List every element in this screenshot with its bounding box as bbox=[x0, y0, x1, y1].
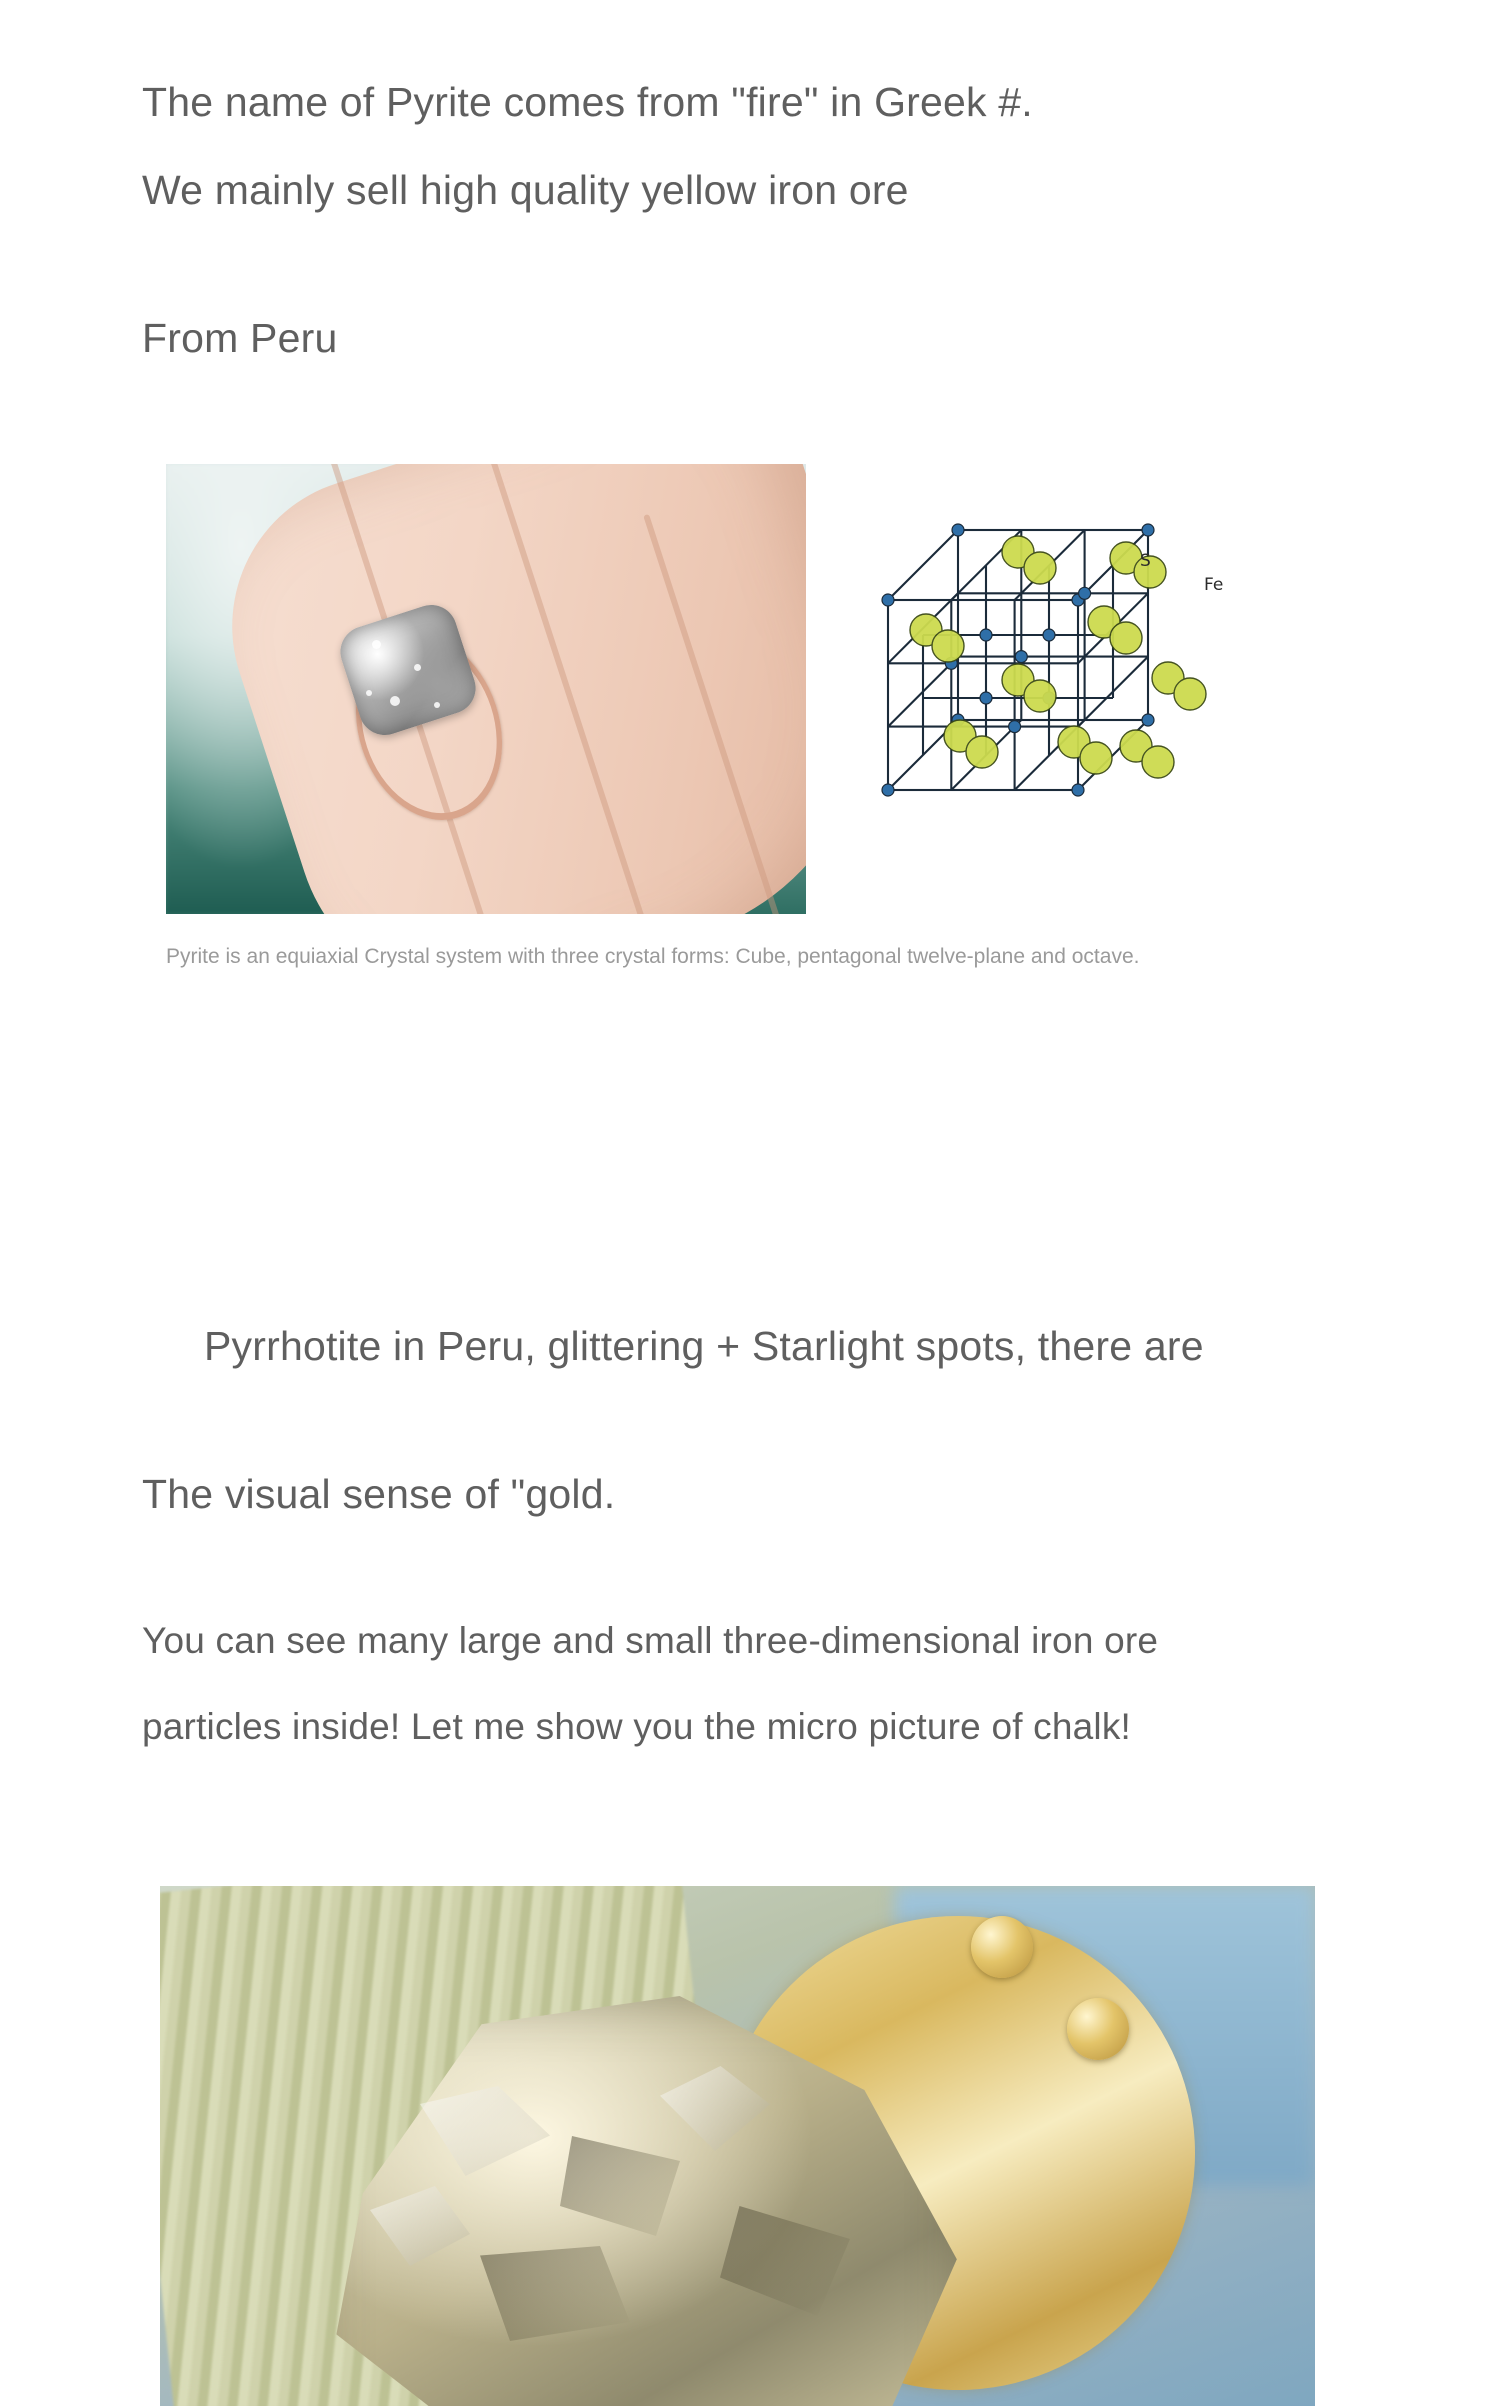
section2-line-2: The visual sense of "gold. bbox=[142, 1471, 616, 1517]
section2-line-3: You can see many large and small three-dimensional iron ore bbox=[142, 1620, 1159, 1661]
section2-line-1: Pyrrhotite in Peru, glittering + Starlight spots, there are bbox=[204, 1323, 1204, 1369]
pyrite-crystal-lattice-diagram bbox=[868, 510, 1268, 830]
top-spacer bbox=[0, 0, 1500, 58]
lattice-label-sulfur: S bbox=[1140, 551, 1151, 571]
origin-paragraph: From Peru bbox=[142, 315, 338, 361]
bottom-figure bbox=[0, 1886, 1500, 2406]
sparkle-icon bbox=[434, 702, 440, 708]
figure-caption: Pyrite is an equiaxial Crystal system with three crystal forms: Cube, pentagonal twelve-plane and octave. bbox=[166, 945, 1140, 968]
pyrite-bangle-photo bbox=[160, 1886, 1315, 2406]
sparkle-icon bbox=[372, 640, 381, 649]
spacer-before-bottom-photo bbox=[0, 1770, 1500, 1880]
lattice-label-iron: Fe bbox=[1204, 575, 1224, 595]
spacer-before-figures bbox=[0, 382, 1500, 464]
spacer-mid-section2 bbox=[0, 1390, 1500, 1450]
sparkle-icon bbox=[414, 664, 421, 671]
bangle-bead bbox=[971, 1916, 1033, 1978]
spacer-between-sections bbox=[0, 972, 1500, 1302]
bangle-bead bbox=[1067, 1998, 1129, 2060]
sparkle-icon bbox=[390, 696, 400, 706]
sparkle-icon bbox=[366, 690, 372, 696]
figure-row bbox=[0, 464, 1500, 914]
pyrite-ring-photo bbox=[166, 464, 806, 914]
spacer-after-heading bbox=[0, 1538, 1500, 1598]
intro-paragraph-line-1: The name of Pyrite comes from "fire" in Greek #. bbox=[142, 79, 1033, 125]
intro-paragraph-line-2: We mainly sell high quality yellow iron ore bbox=[142, 167, 909, 213]
section2-line-4: particles inside! Let me show you the micro picture of chalk! bbox=[142, 1706, 1132, 1747]
spacer-after-intro bbox=[0, 234, 1500, 294]
